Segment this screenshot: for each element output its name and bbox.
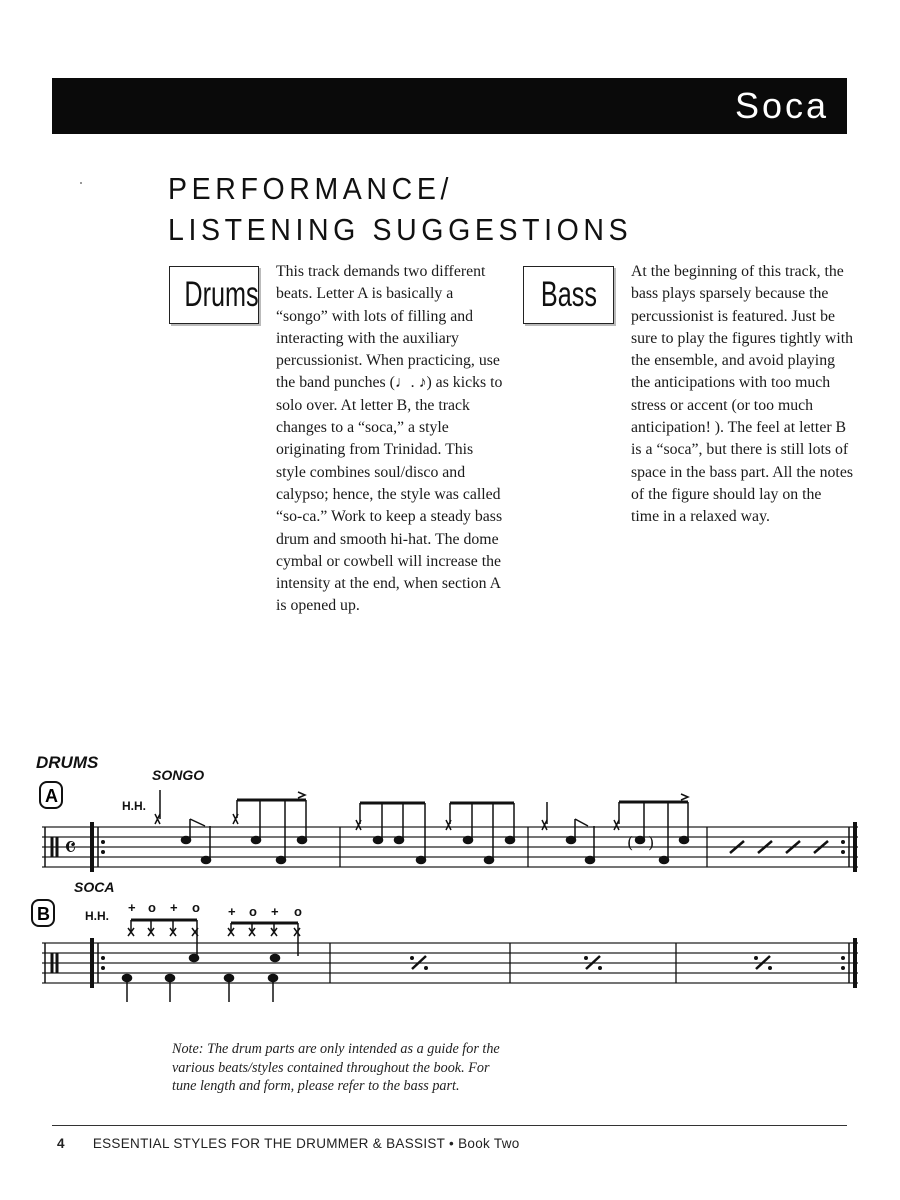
drums-label-box <box>169 266 259 324</box>
svg-text:o: o <box>294 904 302 919</box>
svg-text:+: + <box>170 900 178 915</box>
section-a-style-label: SONGO <box>152 767 205 783</box>
bass-paragraph: At the beginning of this track, the bass plays sparsely because the percussionist is featured. Just be sure to play the figures tightly with the ensemble, and avoid playing the anticipations with too much stress or accent (or too much anticipation! ). The feel at letter B is a “soca”, but there is still lots of space in the bass part. All the notes of the figure should lay on the time in a relaxed way. <box>631 263 853 526</box>
section-a-hh-label: H.H. <box>122 799 146 813</box>
drums-paragraph: This track demands two different beats. Letter A is basically a “songo” with lots of filling and interacting with the auxiliary percussionist. When practicing, use the band punches (♩. ♪) as kicks to solo over. At letter B, the track changes to a “soca,” a style originating from Trinidad. This style combines soul/disco and calypso; hence, the style was called “so-ca.” Work to keep a steady bass drum and smooth hi-hat. The dome cymbal or cowbell will increase the intensity at the end, when section A is opened up. <box>276 263 503 615</box>
svg-text:+: + <box>228 904 236 919</box>
section-title <box>168 168 632 250</box>
page-number: 4 <box>57 1136 65 1151</box>
svg-text:A: A <box>45 786 58 806</box>
section-title-line-1: PERFORMANCE/ <box>168 171 453 206</box>
bass-label-box <box>523 266 614 324</box>
bass-label: Bass <box>540 275 597 314</box>
svg-text:(: ( <box>627 833 634 852</box>
stray-mark <box>80 182 82 184</box>
svg-text:𝄴: 𝄴 <box>64 831 77 864</box>
section-title-line-2: LISTENING SUGGESTIONS <box>168 212 633 247</box>
drum-notation <box>0 740 900 1030</box>
page-footer <box>57 1136 520 1151</box>
drums-label: Drums <box>184 275 259 314</box>
staff-b <box>42 943 858 983</box>
svg-text:+: + <box>271 904 279 919</box>
rehearsal-letter-a <box>40 782 62 808</box>
svg-text:o: o <box>249 904 257 919</box>
section-b-hh-label: H.H. <box>85 909 109 923</box>
book-title: ESSENTIAL STYLES FOR THE DRUMMER & BASSIST • Book Two <box>92 1136 520 1151</box>
svg-text:o: o <box>148 900 156 915</box>
svg-text:): ) <box>648 833 655 852</box>
section-b-style-label: SOCA <box>74 879 115 895</box>
svg-text:o: o <box>192 900 200 915</box>
svg-text:B: B <box>37 904 50 924</box>
drum-parts-note: Note: The drum parts are only intended as a guide for the various beats/styles contained throughout the book. For tune length and form, please refer to the bass part. <box>172 1041 500 1095</box>
footer-divider <box>52 1125 847 1126</box>
header-bar <box>52 78 847 134</box>
svg-text:+: + <box>128 900 136 915</box>
page-title: Soca <box>734 85 829 126</box>
rehearsal-letter-b <box>32 900 54 926</box>
notation-instrument-label: DRUMS <box>36 753 99 772</box>
